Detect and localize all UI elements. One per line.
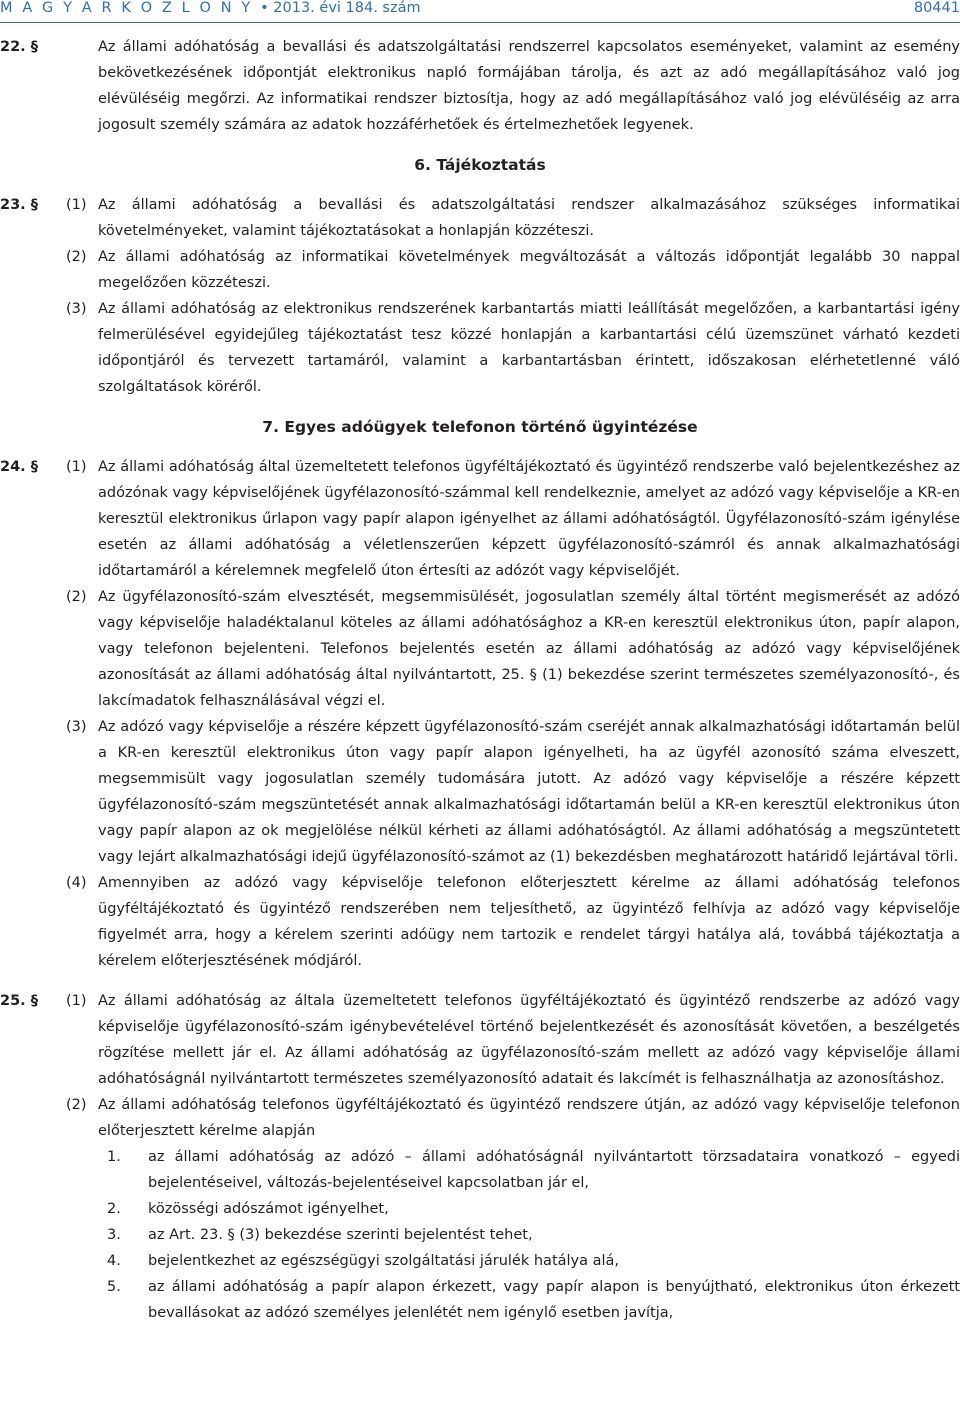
paragraph-number: (4) — [66, 875, 87, 891]
paragraph-text: Az állami adóhatóság az általa üzemeltetett telefonos ügyféltájékoztató és ügyintéző rendszerbe az adózó vagy képviselője ügyfélazonosító-szám igénybevételével történő bejelentkezését és azonosítását követően, a beszélgetés rögzítése mellett jár el. Az állami adóhatóság az ügyfélazonosító-szám mellett az adózó vagy képviselője állami adóhatóságnál nyilvántartott természetes személyazonosító adatait és lakcímét is felhasználhatja az azonosításhoz. — [98, 993, 960, 1087]
paragraph-number: (1) — [66, 197, 87, 213]
paragraph-number: (2) — [66, 1097, 87, 1113]
paragraph-text: Az állami adóhatóság az elektronikus rendszerének karbantartás miatti leállítását megelőzően, a karbantartási igény felmerülésével egyidejűleg tájékoztatást tesz közzé honlapján a karbantartási célú üzemszünet várható kezdeti időpontjáról és tervezett tartamáról, valamint a karbantartásban érintett, időszakosan elérhetetlenné váló szolgáltatások köréről. — [98, 301, 960, 395]
header-bullet: • — [260, 0, 269, 16]
paragraph — [66, 296, 960, 400]
list-item-text: közösségi adószámot igényelhet, — [148, 1201, 389, 1217]
list-item — [98, 1144, 960, 1196]
paragraph-text: Az állami adóhatóság az informatikai követelmények megváltozását a változás időpontját legalább 30 nappal megelőzően közzéteszi. — [98, 249, 960, 291]
section-number: 22. § — [0, 39, 38, 55]
paragraph — [66, 584, 960, 714]
paragraph-number: (1) — [66, 459, 87, 475]
paragraph-number: (3) — [66, 301, 87, 317]
paragraph-number: (2) — [66, 249, 87, 265]
paragraph-number: (1) — [66, 993, 87, 1009]
list-item-text: az Art. 23. § (3) bekezdése szerinti bejelentést tehet, — [148, 1227, 533, 1243]
paragraph-text: Az ügyfélazonosító-szám elvesztését, megsemmisülését, jogosulatlan személy által történt megismerését az adózó vagy képviselője haladéktalanul köteles az állami adóhatósághoz a KR-en keresztül elektronikus úton, papír alapon, vagy telefonon bejelenteni. Telefonos bejelentés esetén az állami adóhatóság az adózó vagy képviselőjének azonosítását az állami adóhatóság által nyilvántartott, 25. § (1) bekezdése szerint természetes személyazonosító-, és lakcímadatok felhasználásával végzi el. — [98, 589, 960, 709]
paragraph-text: Az állami adóhatóság által üzemeltetett telefonos ügyféltájékoztató és ügyintéző rendszerbe való bejelentkezéshez az adózónak vagy képviselőjének ügyfélazonosító-számmal kell rendelkeznie, amelyet az adózó vagy képviselője a KR-en keresztül elektronikus űrlapon vagy papír alapon igényelhet az állami adóhatóságtól. Ügyfélazonosító-szám igénylése esetén az állami adóhatóság a véletlenszerűen képzett ügyfélazonosító-számról és annak alkalmazhatósági időtartamáról a kérelemnek megfelelő úton értesíti az adózót vagy képviselőjét. — [98, 459, 960, 579]
section-text: Az állami adóhatóság a bevallási és adatszolgáltatási rendszerrel kapcsolatos eseményeket, valamint az esemény bekövetkezésének időpontját elektronikus napló formájában tárolja, és azt az adó megállapításához való jog elévüléséig megőrzi. Az informatikai rendszer biztosítja, hogy az adó megállapításához való jog elévüléséig az arra jogosult személy számára az adatok hozzáférhetőek és értelmezhetőek legyenek. — [98, 39, 960, 133]
list-item — [98, 1248, 960, 1274]
page-number: 80441 — [913, 0, 960, 16]
paragraph-text: Az állami adóhatóság a bevallási és adatszolgáltatási rendszer alkalmazásához szükséges informatikai követelményeket, valamint tájékoztatásokat a honlapján közzéteszi. — [98, 197, 960, 239]
section-number: 25. § — [0, 993, 38, 1009]
paragraph-text: Az állami adóhatóság telefonos ügyféltájékoztató és ügyintéző rendszere útján, az adózó vagy képviselője telefonon előterjesztett kérelme alapján — [98, 1097, 960, 1139]
paragraph-number: (2) — [66, 589, 87, 605]
header-rule — [0, 22, 960, 23]
page-header — [0, 0, 960, 26]
list-item — [98, 1222, 960, 1248]
header-left — [0, 0, 421, 16]
list-item-number: 4. — [107, 1253, 121, 1269]
paragraph — [66, 988, 960, 1092]
paragraph — [66, 870, 960, 974]
list-item-text: az állami adóhatóság az adózó – állami adóhatóságnál nyilvántartott törzsadataira vonatkozó – egyedi bejelentéseivel, változás-bejelentéseivel kapcsolatban jár el, — [148, 1149, 960, 1191]
list-item-number: 3. — [107, 1227, 121, 1243]
section-22 — [0, 34, 960, 138]
list-item-text: bejelentkezhet az egészségügyi szolgáltatási járulék hatálya alá, — [148, 1253, 620, 1269]
paragraph — [66, 1092, 960, 1144]
paragraph — [66, 244, 960, 296]
paragraph-number: (3) — [66, 719, 87, 735]
issue-label: 2013. évi 184. szám — [273, 0, 421, 16]
list-item — [98, 1196, 960, 1222]
journal-title: M A G Y A R K Ö Z L Ö N Y — [0, 0, 253, 16]
list-item-text: az állami adóhatóság a papír alapon érkezett, vagy papír alapon is benyújtható, elektronikus úton érkezett bevallásokat az adózó személyes jelenlétét nem igénylő esetben javítja, — [148, 1279, 960, 1321]
section-23 — [0, 192, 960, 400]
section-number: 23. § — [0, 197, 38, 213]
paragraph-text: Az adózó vagy képviselője a részére képzett ügyfélazonosító-szám cseréjét annak alkalmazhatósági időtartamán belül a KR-en keresztül elektronikus úton vagy papír alapon igényelheti, ha az ügyfél azonosító száma elveszett, megsemmisült vagy jogosulatlan személy tudomására jutott. Az adózó vagy képviselője a részére képzett ügyfélazonosító-szám megszüntetését annak alkalmazhatósági időtartamán belül a KR-en keresztül elektronikus úton vagy papír alapon az ok megjelölése nélkül kérheti az állami adóhatóságtól. Az állami adóhatóság a megszüntetett vagy lejárt alkalmazhatósági idejű ügyfélazonosító-számot az (1) bekezdésben meghatározott határidő lejártával törli. — [98, 719, 960, 865]
list-item-number: 5. — [107, 1279, 121, 1295]
section-24 — [0, 454, 960, 974]
list-item-number: 1. — [107, 1149, 121, 1165]
paragraph — [66, 454, 960, 584]
section-25 — [0, 988, 960, 1326]
section-number: 24. § — [0, 459, 38, 475]
list-item — [98, 1274, 960, 1326]
heading-6: 6. Tájékoztatás — [414, 156, 546, 174]
document-body — [0, 34, 960, 1326]
paragraph — [66, 192, 960, 244]
heading-7: 7. Egyes adóügyek telefonon történő ügyintézése — [262, 418, 698, 436]
paragraph — [66, 714, 960, 870]
paragraph-text: Amennyiben az adózó vagy képviselője telefonon előterjesztett kérelme az állami adóhatóság telefonos ügyféltájékoztató és ügyintéző rendszerében nem teljesíthető, az ügyintéző felhívja az adózó vagy képviselője figyelmét arra, hogy a kérelem szerinti adóügy nem tartozik e rendelet tárgyi hatálya alá, továbbá tájékoztatja a kérelem előterjesztésének módjáról. — [98, 875, 960, 969]
list-item-number: 2. — [107, 1201, 121, 1217]
